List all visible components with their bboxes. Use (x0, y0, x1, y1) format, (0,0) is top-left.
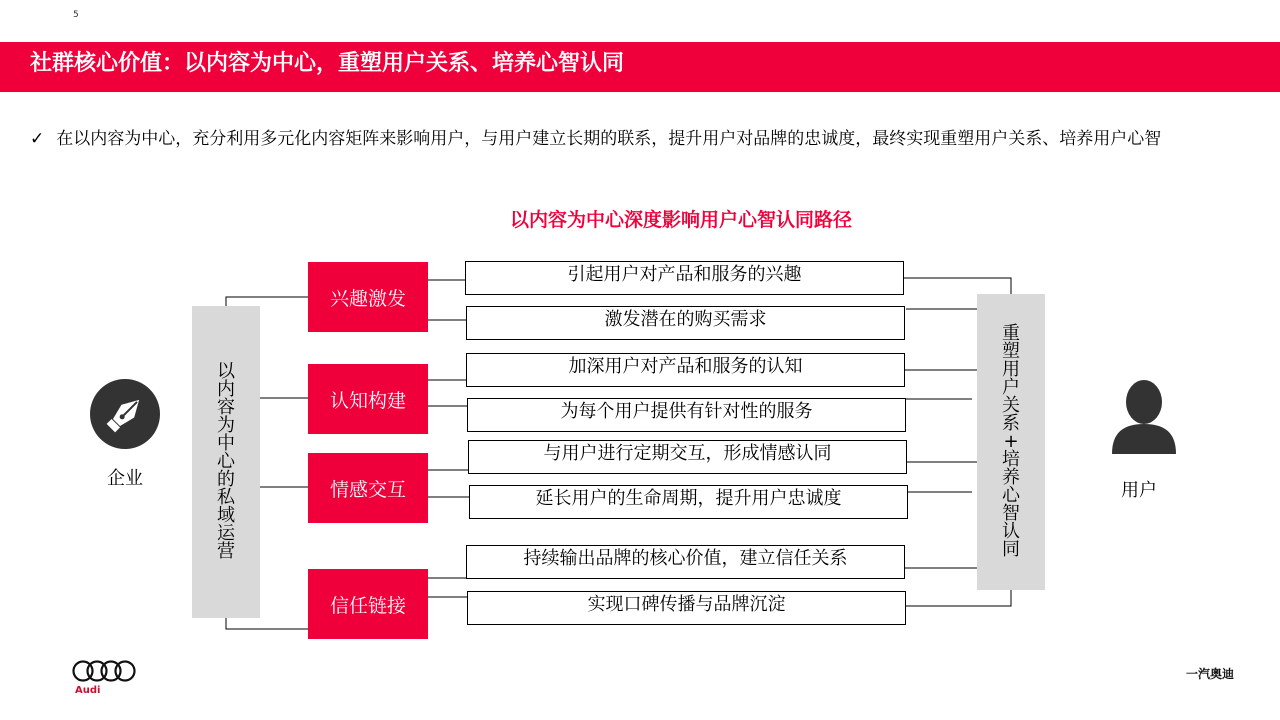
vertical-char: 私 (217, 487, 235, 508)
reshape-relationship-box (977, 294, 1045, 590)
category-interest-stimulation: 兴趣激发 (308, 262, 428, 332)
vertical-char: 域 (217, 505, 235, 526)
vertical-char: 运 (217, 523, 235, 544)
vertical-char: 为 (217, 415, 235, 436)
vertical-char: 智 (1002, 503, 1020, 524)
audi-logo-text: Audi (75, 685, 101, 696)
page-title: 社群核心价值：以内容为中心，重塑用户关系、培养心智认同 (0, 42, 1280, 92)
detail-box: 实现口碑传播与品牌沉淀 (467, 591, 906, 625)
faw-audi-brand: 一汽奥迪 (1186, 667, 1235, 681)
vertical-char: 同 (1002, 539, 1020, 560)
checkmark-icon: ✓ (30, 129, 45, 149)
vertical-char: 的 (217, 469, 235, 490)
bullet-text: 在以内容为中心，充分利用多元化内容矩阵来影响用户，与用户建立长期的联系，提升用户对品牌的忠诚度，最终实现重塑用户关系、培养用户心智 (56, 129, 1162, 149)
vertical-char: 重 (1002, 323, 1020, 344)
vertical-char: 以 (217, 361, 235, 382)
audi-rings-logo (72, 658, 136, 684)
user-person-icon (1110, 376, 1178, 456)
vertical-char: 心 (1002, 485, 1020, 506)
user-label: 用户 (1121, 480, 1157, 501)
fountain-pen-icon (90, 379, 160, 449)
vertical-char: 内 (217, 379, 235, 400)
detail-box: 与用户进行定期交互，形成情感认同 (468, 440, 907, 474)
detail-box: 引起用户对产品和服务的兴趣 (465, 261, 904, 295)
detail-box: 延长用户的生命周期，提升用户忠诚度 (469, 485, 908, 519)
category-trust-connection: 信任链接 (308, 569, 428, 639)
vertical-char: 心 (217, 451, 235, 472)
vertical-char: + (1003, 431, 1019, 452)
vertical-char: 营 (217, 541, 235, 562)
enterprise-label: 企业 (107, 468, 143, 489)
detail-box: 加深用户对产品和服务的认知 (466, 353, 905, 387)
vertical-char: 户 (1002, 377, 1020, 398)
vertical-char: 用 (1002, 359, 1020, 380)
vertical-char: 关 (1002, 395, 1020, 416)
vertical-char: 中 (217, 433, 235, 454)
page-number: 5 (73, 10, 79, 20)
vertical-char: 培 (1002, 449, 1020, 470)
vertical-char: 养 (1002, 467, 1020, 488)
vertical-char: 系 (1002, 413, 1020, 434)
vertical-char: 容 (217, 397, 235, 418)
detail-box: 为每个用户提供有针对性的服务 (467, 398, 906, 432)
detail-box: 激发潜在的购买需求 (466, 306, 905, 340)
private-domain-operations-box (192, 306, 260, 618)
diagram-subtitle: 以内容为中心深度影响用户心智认同路径 (509, 209, 852, 231)
category-emotional-interaction: 情感交互 (308, 453, 428, 523)
vertical-char: 认 (1002, 521, 1020, 542)
vertical-char: 塑 (1002, 341, 1020, 362)
category-cognition-building: 认知构建 (308, 364, 428, 434)
detail-box: 持续输出品牌的核心价值，建立信任关系 (466, 545, 905, 579)
